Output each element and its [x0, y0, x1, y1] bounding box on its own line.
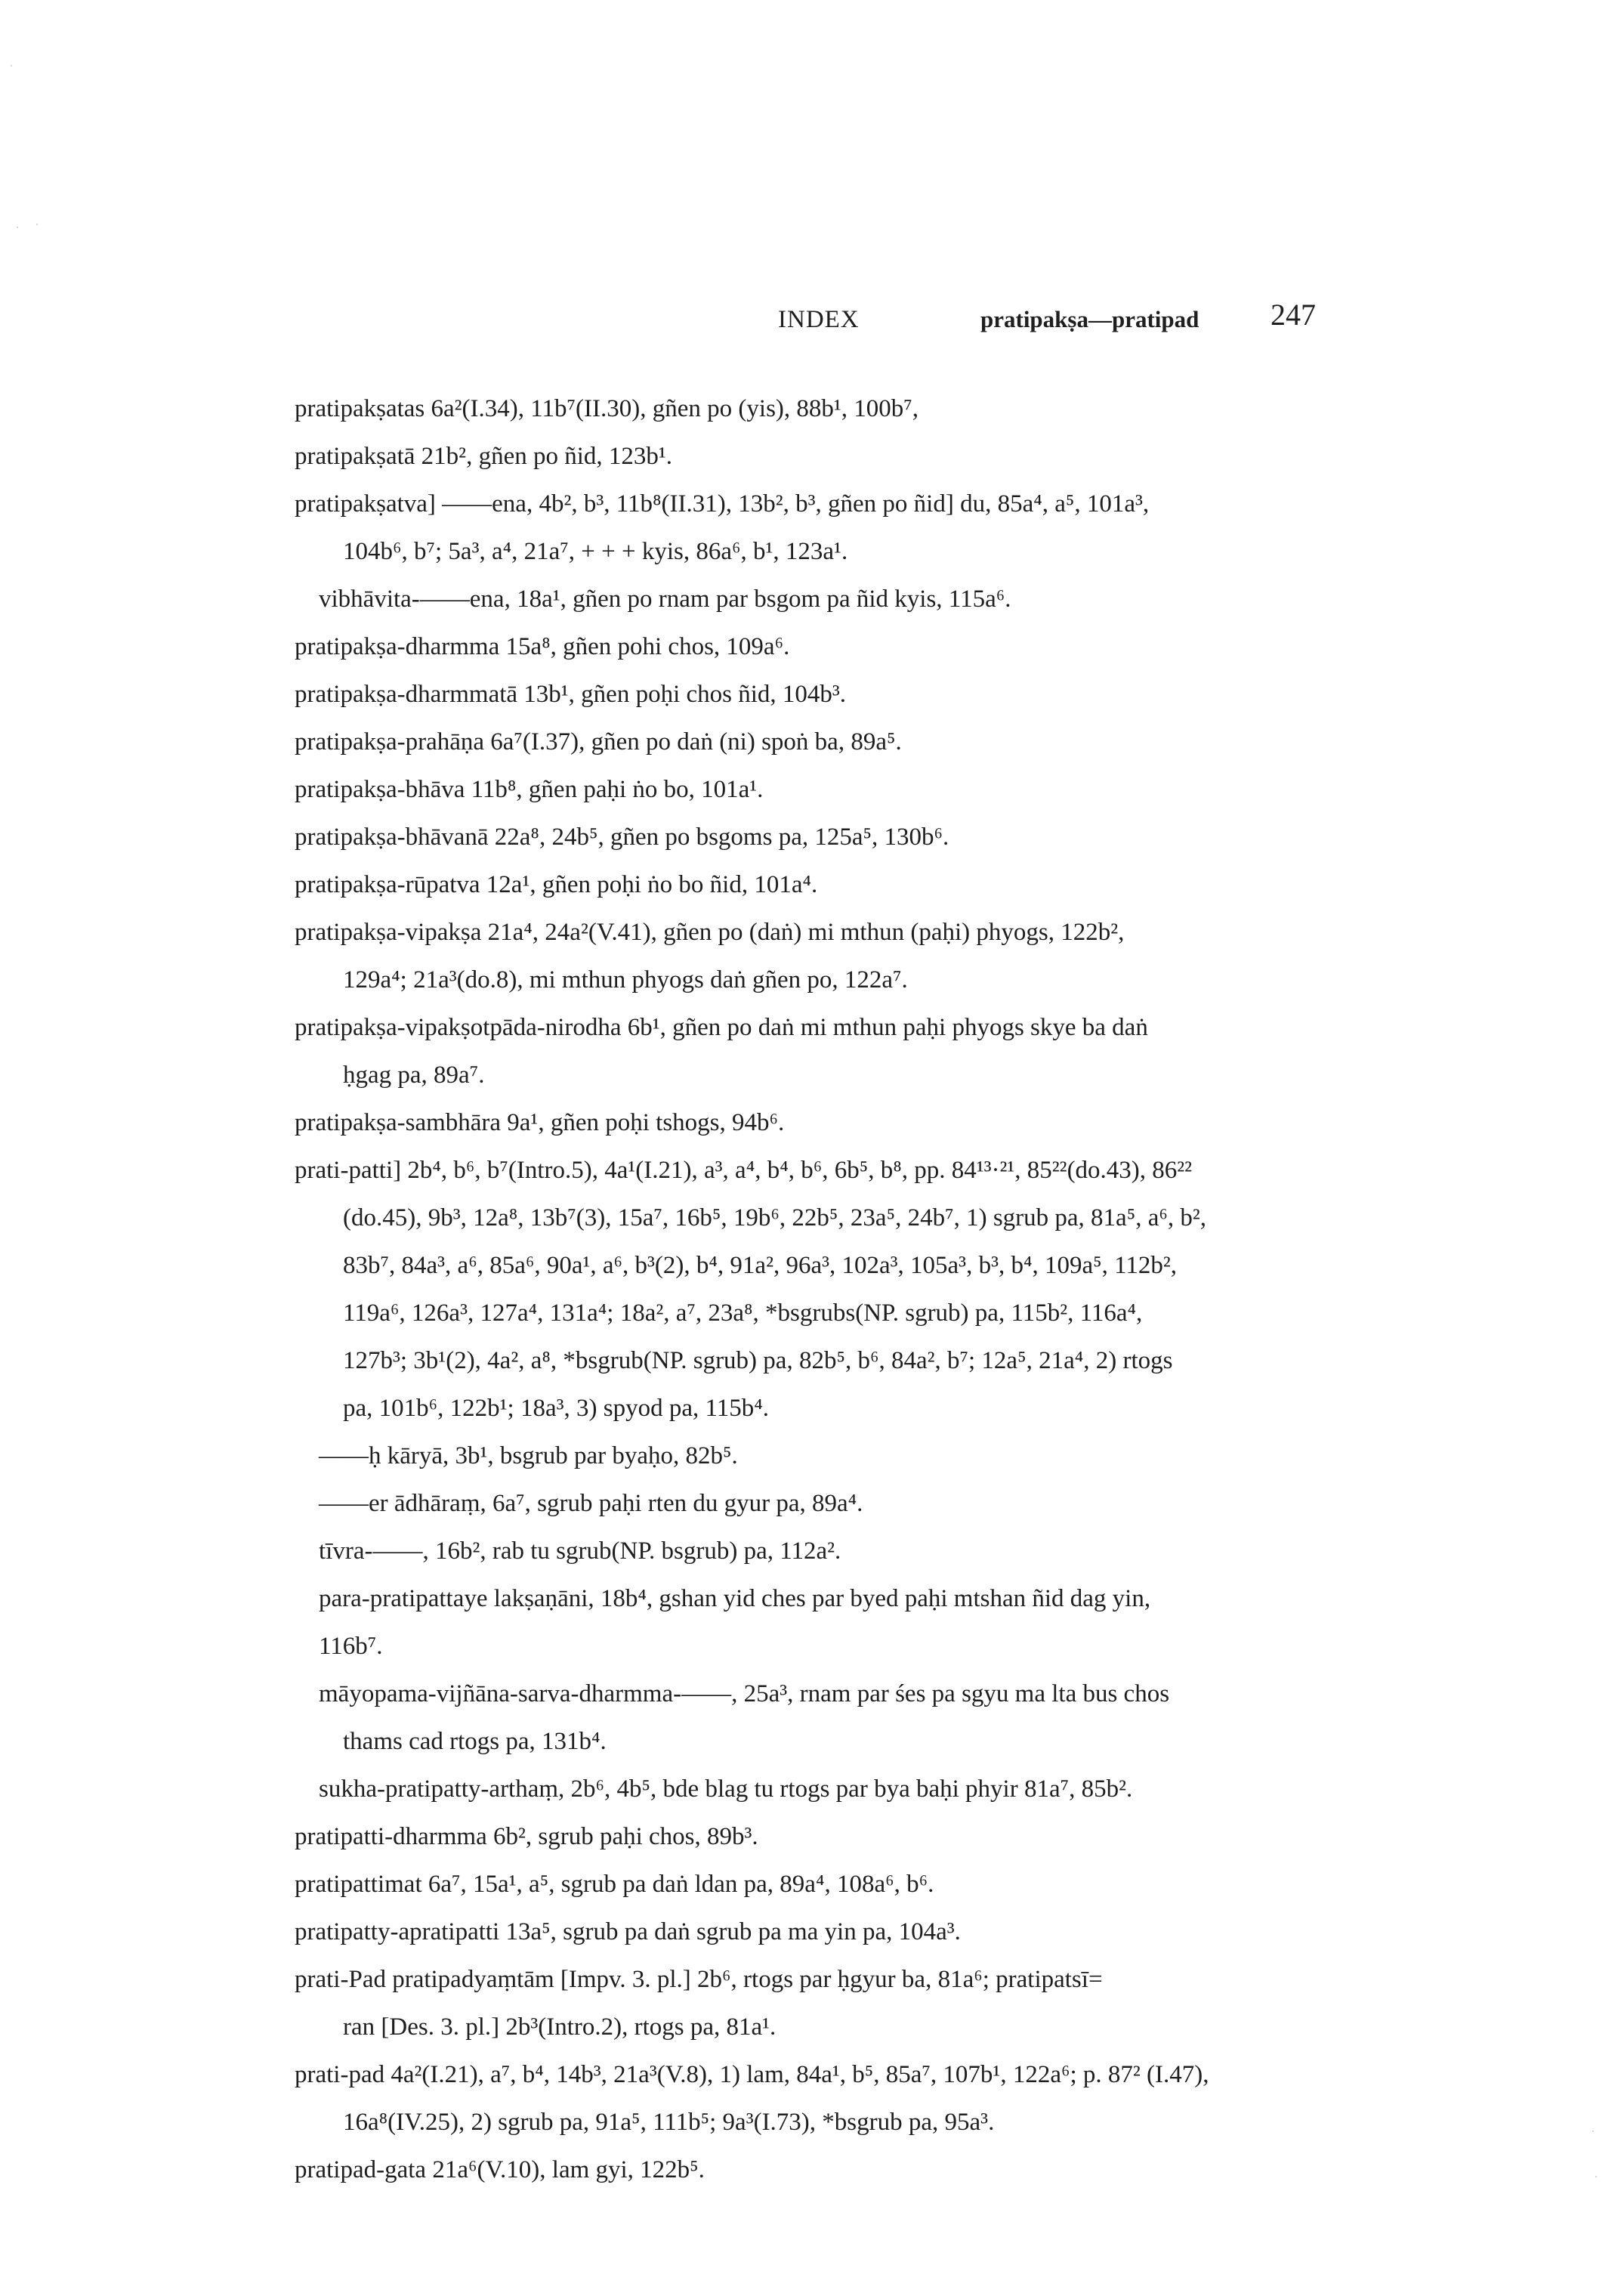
- index-continuation-line: pa, 101b⁶, 122b¹; 18a³, 3) spyod pa, 115b⁴.: [343, 1395, 770, 1422]
- index-continuation-line: 83b⁷, 84a³, a⁶, 85a⁶, 90a¹, a⁶, b³(2), b⁴, 91a², 96a³, 102a³, 105a³, b³, b⁴, 109a⁵, 112b²,: [343, 1252, 1178, 1279]
- index-entry-line: pratipakṣa-rūpatva 12a¹, gñen poḥi ṅo bo ñid, 101a⁴.: [295, 871, 818, 898]
- index-continuation-line: ḥgag pa, 89a⁷.: [343, 1061, 485, 1089]
- index-continuation-line: para-pratipattaye lakṣaṇāni, 18b⁴, gshan yid ches par byed paḥi mtshan ñid dag yin,: [319, 1585, 1151, 1612]
- index-continuation-line: 116b⁷.: [319, 1633, 383, 1660]
- scan-speck: [17, 227, 18, 228]
- index-entry-line: pratipakṣa-vipakṣa 21a⁴, 24a²(V.41), gñen po (daṅ) mi mthun (paḥi) phyogs, 122b²,: [295, 919, 1125, 946]
- index-entry-line: pratipakṣatas 6a²(I.34), 11b⁷(II.30), gñen po (yis), 88b¹, 100b⁷,: [295, 395, 919, 422]
- index-continuation-line: 127b³; 3b¹(2), 4a², a⁸, *bsgrub(NP. sgrub) pa, 82b⁵, b⁶, 84a², b⁷; 12a⁵, 21a⁴, 2) rtogs: [343, 1347, 1173, 1374]
- index-entry-line: pratipakṣa-prahāṇa 6a⁷(I.37), gñen po daṅ (ni) spoṅ ba, 89a⁵.: [295, 728, 902, 756]
- index-continuation-line: tīvra-——, 16b², rab tu sgrub(NP. bsgrub) pa, 112a².: [319, 1537, 841, 1565]
- index-entry-line: prati-pad 4a²(I.21), a⁷, b⁴, 14b³, 21a³(V.8), 1) lam, 84a¹, b⁵, 85a⁷, 107b¹, 122a⁶; p. 87² (I.47),: [295, 2061, 1209, 2088]
- index-continuation-line: ran [Des. 3. pl.] 2b³(Intro.2), rtogs pa, 81a¹.: [343, 2013, 776, 2041]
- running-head-label: INDEX: [778, 306, 860, 333]
- index-continuation-line: ——ḥ kāryā, 3b¹, bsgrub par byaḥo, 82b⁵.: [319, 1442, 738, 1469]
- page-number: 247: [1270, 298, 1316, 332]
- index-continuation-line: thams cad rtogs pa, 131b⁴.: [343, 1728, 607, 1755]
- index-continuation-line: sukha-pratipatty-arthaṃ, 2b⁶, 4b⁵, bde blag tu rtogs par bya baḥi phyir 81a⁷, 85b².: [319, 1775, 1133, 1803]
- index-entry-line: pratipakṣa-dharmmatā 13b¹, gñen poḥi chos ñid, 104b³.: [295, 681, 847, 708]
- index-continuation-line: 129a⁴; 21a³(do.8), mi mthun phyogs daṅ gñen po, 122a⁷.: [343, 966, 908, 993]
- scan-speck: [1592, 2131, 1594, 2132]
- scan-speck: [36, 224, 38, 225]
- index-entry-line: pratipakṣa-sambhāra 9a¹, gñen poḥi tshogs, 94b⁶.: [295, 1109, 785, 1136]
- index-continuation-line: 119a⁶, 126a³, 127a⁴, 131a⁴; 18a², a⁷, 23a⁸, *bsgrubs(NP. sgrub) pa, 115b², 116a⁴,: [343, 1299, 1143, 1327]
- scan-speck: [11, 65, 12, 66]
- index-entry-line: pratipakṣatva] ——ena, 4b², b³, 11b⁸(II.31), 13b², b³, gñen po ñid] du, 85a⁴, a⁵, 101a³,: [295, 490, 1150, 518]
- index-entry-line: pratipatti-dharmma 6b², sgrub paḥi chos, 89b³.: [295, 1823, 758, 1850]
- index-entry-line: pratipad-gata 21a⁶(V.10), lam gyi, 122b⁵.: [295, 2156, 705, 2183]
- index-continuation-line: vibhāvita-——ena, 18a¹, gñen po rnam par bsgom pa ñid kyis, 115a⁶.: [319, 586, 1011, 613]
- index-continuation-line: (do.45), 9b³, 12a⁸, 13b⁷(3), 15a⁷, 16b⁵, 19b⁶, 22b⁵, 23a⁵, 24b⁷, 1) sgrub pa, 81a⁵, a⁶, b²,: [343, 1204, 1206, 1231]
- running-head-entry-range: pratipakṣa—pratipad: [980, 306, 1199, 332]
- index-entry-line: pratipattimat 6a⁷, 15a¹, a⁵, sgrub pa daṅ ldan pa, 89a⁴, 108a⁶, b⁶.: [295, 1871, 934, 1898]
- index-entry-line: pratipakṣa-dharmma 15a⁸, gñen pohi chos, 109a⁶.: [295, 633, 790, 660]
- index-entry-line: pratipatty-apratipatti 13a⁵, sgrub pa daṅ sgrub pa ma yin pa, 104a³.: [295, 1918, 961, 1945]
- index-entry-line: pratipakṣa-bhāva 11b⁸, gñen paḥi ṅo bo, 101a¹.: [295, 776, 764, 803]
- index-entry-line: pratipakṣa-vipakṣotpāda-nirodha 6b¹, gñen po daṅ mi mthun paḥi phyogs skye ba daṅ: [295, 1014, 1148, 1041]
- scan-speck: [1595, 2176, 1597, 2177]
- running-head: [778, 298, 1382, 338]
- index-entry-line: prati-Pad pratipadyaṃtām [Impv. 3. pl.] 2b⁶, rtogs par ḥgyur ba, 81a⁶; pratipatsī=: [295, 1966, 1103, 1993]
- index-entry-line: prati-patti] 2b⁴, b⁶, b⁷(Intro.5), 4a¹(I.21), a³, a⁴, b⁴, b⁶, 6b⁵, b⁸, pp. 84¹³·²¹, 85²²(do.43), 86²²: [295, 1157, 1193, 1184]
- index-entry-line: pratipakṣatā 21b², gñen po ñid, 123b¹.: [295, 443, 673, 470]
- index-continuation-line: ——er ādhāraṃ, 6a⁷, sgrub paḥi rten du gyur pa, 89a⁴.: [319, 1490, 863, 1517]
- index-continuation-line: 16a⁸(IV.25), 2) sgrub pa, 91a⁵, 111b⁵; 9a³(I.73), *bsgrub pa, 95a³.: [343, 2109, 995, 2136]
- index-entry-line: pratipakṣa-bhāvanā 22a⁸, 24b⁵, gñen po bsgoms pa, 125a⁵, 130b⁶.: [295, 824, 949, 851]
- index-entries: [295, 385, 1390, 2194]
- index-continuation-line: 104b⁶, b⁷; 5a³, a⁴, 21a⁷, + + + kyis, 86a⁶, b¹, 123a¹.: [343, 538, 848, 565]
- index-continuation-line: māyopama-vijñāna-sarva-dharmma-——, 25a³, rnam par śes pa sgyu ma lta bus chos: [319, 1680, 1170, 1707]
